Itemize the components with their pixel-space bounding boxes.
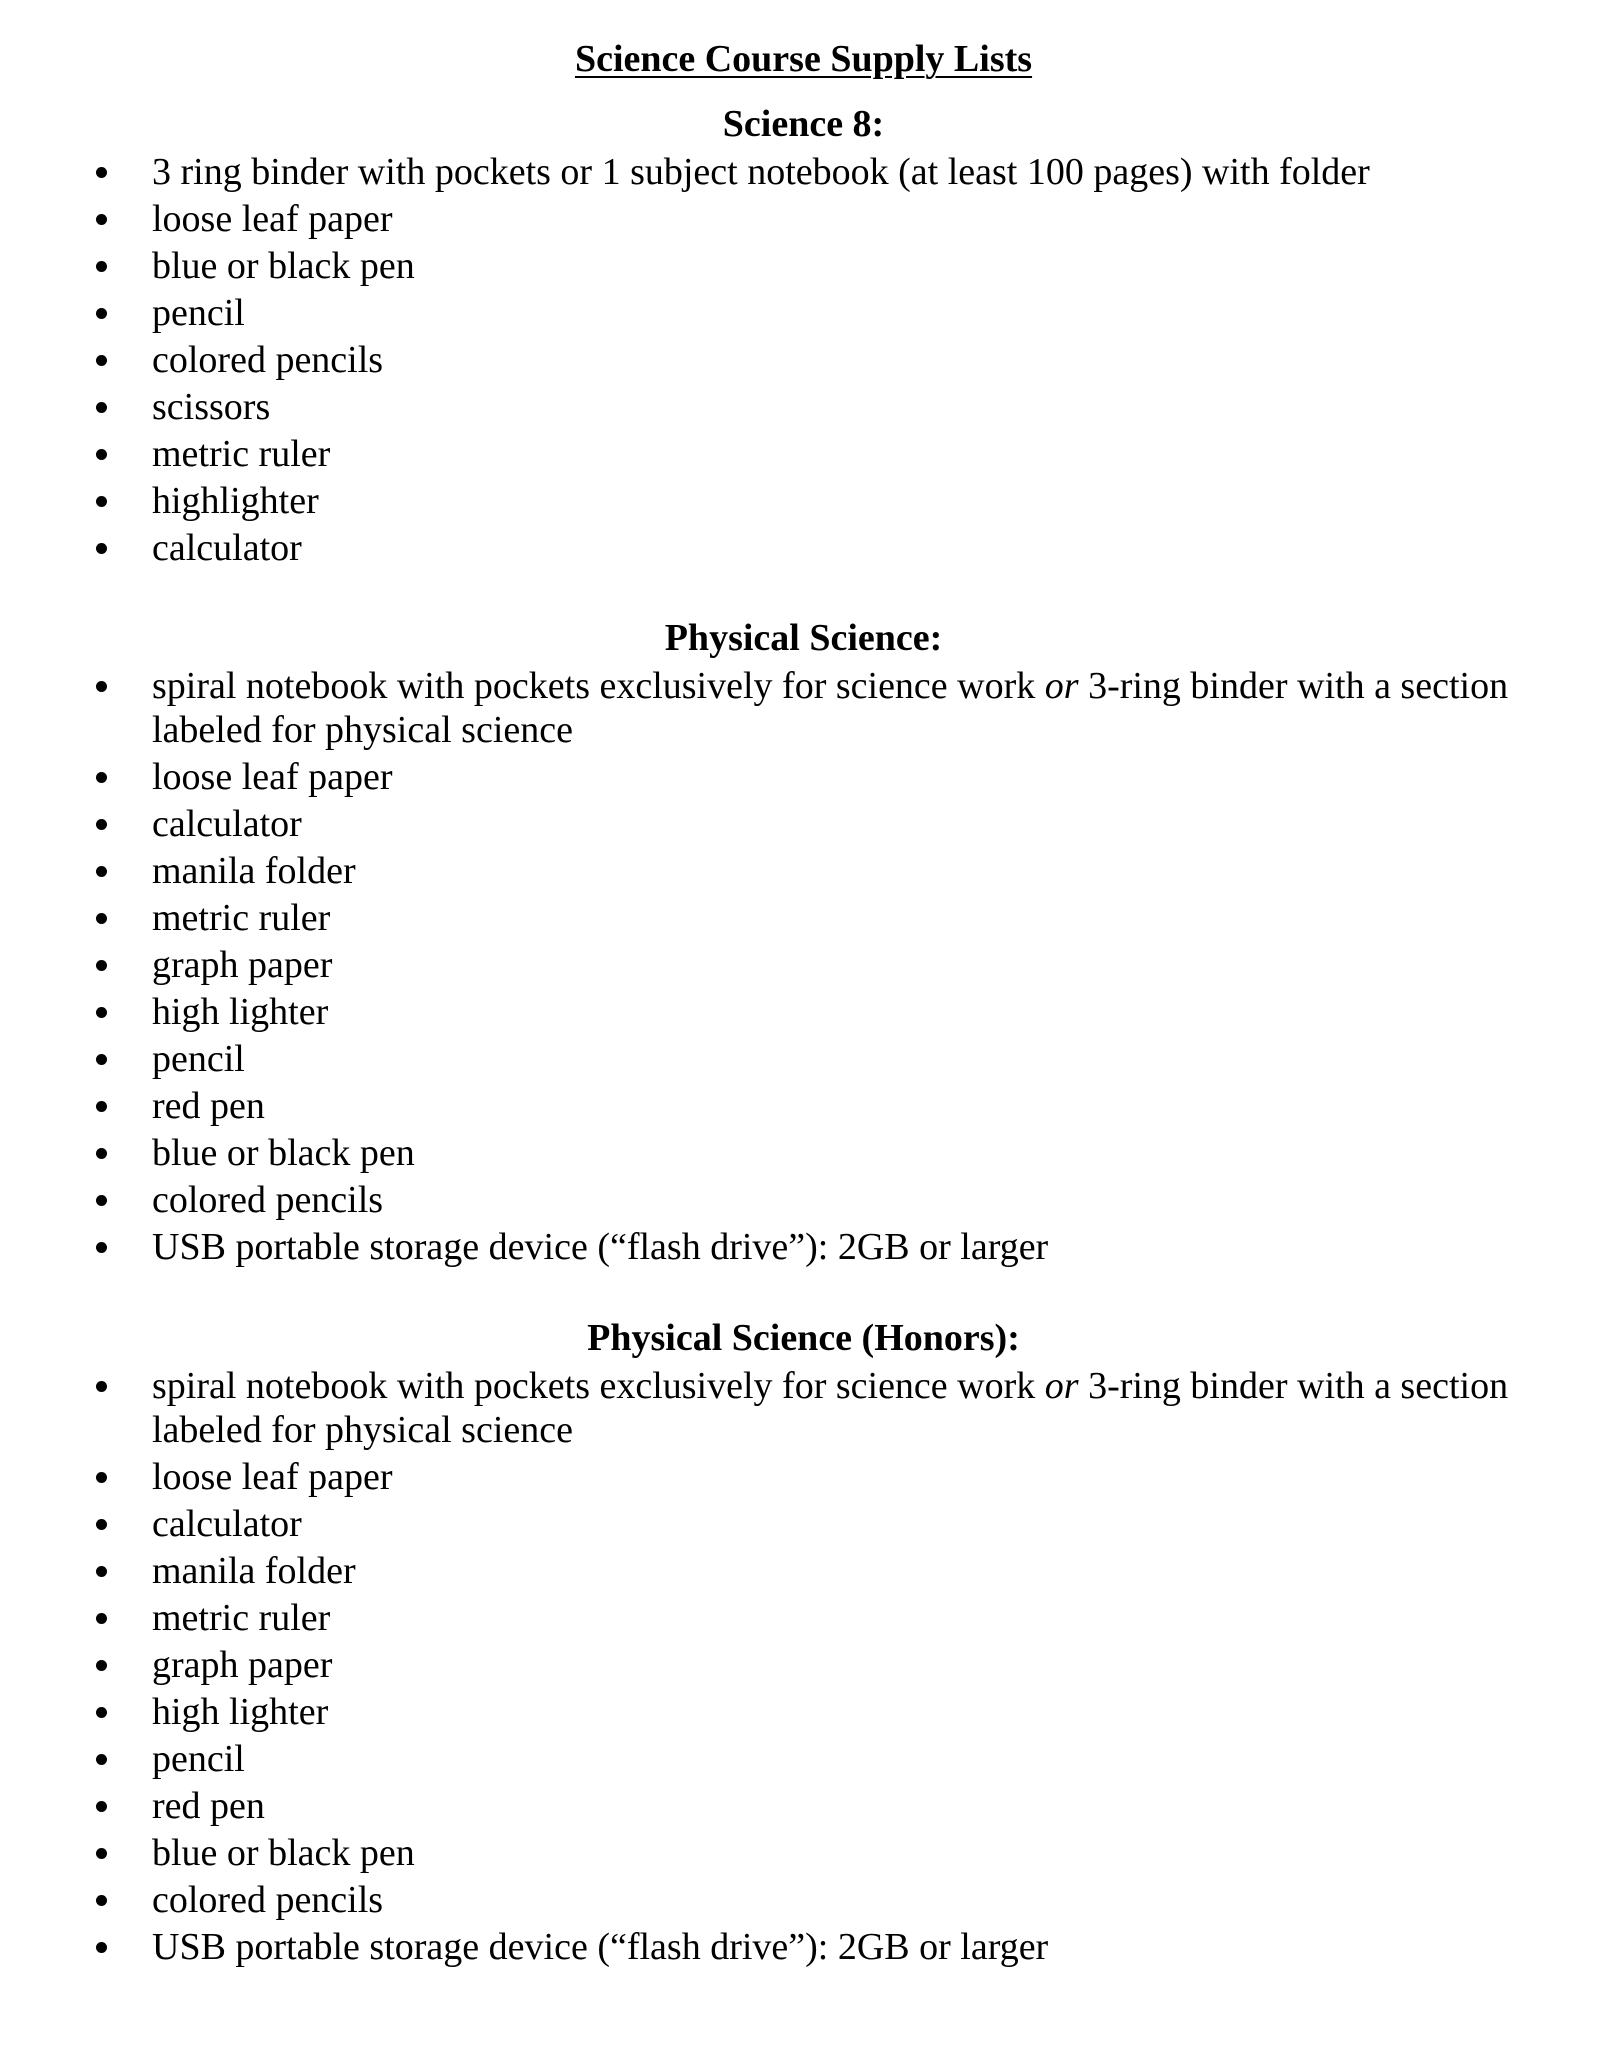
page-title: Science Course Supply Lists <box>574 38 1033 81</box>
supply-list <box>0 1364 1607 1969</box>
item-text: loose leaf paper <box>152 756 393 798</box>
item-text: calculator <box>152 1503 302 1545</box>
supply-list <box>0 150 1607 570</box>
list-item <box>0 664 1607 752</box>
list-item <box>0 1225 1607 1269</box>
bullet-icon <box>96 866 107 877</box>
list-item <box>0 1549 1607 1593</box>
item-text: spiral notebook with pockets exclusively for science work or 3-ring binder with a section labeled for physical science <box>152 665 1509 751</box>
item-text: graph paper <box>152 944 333 986</box>
list-item <box>0 896 1607 940</box>
bullet-icon <box>96 1195 107 1206</box>
list-item <box>0 943 1607 987</box>
item-text: blue or black pen <box>152 1132 415 1174</box>
bullet-icon <box>96 1660 107 1671</box>
list-item <box>0 1690 1607 1734</box>
bullet-icon <box>96 1472 107 1483</box>
item-text: colored pencils <box>152 339 384 381</box>
item-text: pencil <box>152 292 245 334</box>
section-heading: Science 8: <box>722 103 885 145</box>
item-text: loose leaf paper <box>152 1456 393 1498</box>
bullet-icon <box>96 167 107 178</box>
bullet-icon <box>96 1381 107 1392</box>
list-item <box>0 526 1607 570</box>
bullet-icon <box>96 1801 107 1812</box>
item-text: red pen <box>152 1785 265 1827</box>
item-text: colored pencils <box>152 1879 384 1921</box>
bullet-icon <box>96 355 107 366</box>
item-text: pencil <box>152 1038 245 1080</box>
bullet-icon <box>96 214 107 225</box>
item-text: blue or black pen <box>152 245 415 287</box>
list-item <box>0 479 1607 523</box>
list-item <box>0 432 1607 476</box>
item-text: manila folder <box>152 1550 356 1592</box>
bullet-icon <box>96 496 107 507</box>
item-text: high lighter <box>152 991 329 1033</box>
bullet-icon <box>96 1848 107 1859</box>
list-item <box>0 849 1607 893</box>
bullet-icon <box>96 913 107 924</box>
item-text: spiral notebook with pockets exclusively for science work or 3-ring binder with a section labeled for physical science <box>152 1365 1509 1451</box>
list-item <box>0 1784 1607 1828</box>
list-item <box>0 291 1607 335</box>
bullet-icon <box>96 1007 107 1018</box>
bullet-icon <box>96 1242 107 1253</box>
item-text: blue or black pen <box>152 1832 415 1874</box>
bullet-icon <box>96 402 107 413</box>
item-text: USB portable storage device (“flash drive”): 2GB or larger <box>152 1226 1049 1268</box>
item-text: scissors <box>152 386 271 428</box>
list-item <box>0 244 1607 288</box>
bullet-icon <box>96 261 107 272</box>
bullet-icon <box>96 1101 107 1112</box>
list-item <box>0 802 1607 846</box>
bullet-icon <box>96 1566 107 1577</box>
list-item <box>0 1084 1607 1128</box>
list-item <box>0 1131 1607 1175</box>
supply-list <box>0 664 1607 1269</box>
item-text: metric ruler <box>152 1597 331 1639</box>
list-item <box>0 1737 1607 1781</box>
list-item <box>0 755 1607 799</box>
bullet-icon <box>96 449 107 460</box>
list-item <box>0 1831 1607 1875</box>
item-text: calculator <box>152 803 302 845</box>
list-item <box>0 1643 1607 1687</box>
bullet-icon <box>96 1519 107 1530</box>
bullet-icon <box>96 681 107 692</box>
list-item <box>0 1178 1607 1222</box>
bullet-icon <box>96 308 107 319</box>
list-item <box>0 1925 1607 1969</box>
bullet-icon <box>96 772 107 783</box>
list-item <box>0 1502 1607 1546</box>
section-science-8 <box>0 98 1607 573</box>
list-item <box>0 990 1607 1034</box>
item-text: calculator <box>152 527 302 569</box>
list-item <box>0 1364 1607 1452</box>
bullet-icon <box>96 1895 107 1906</box>
item-emphasis: or <box>1044 1365 1079 1407</box>
section-heading: Physical Science: <box>664 617 943 659</box>
list-item <box>0 338 1607 382</box>
item-text: loose leaf paper <box>152 198 393 240</box>
item-text: red pen <box>152 1085 265 1127</box>
item-text: colored pencils <box>152 1179 384 1221</box>
list-item <box>0 150 1607 194</box>
bullet-icon <box>96 1754 107 1765</box>
list-item <box>0 385 1607 429</box>
bullet-icon <box>96 1054 107 1065</box>
list-item <box>0 1596 1607 1640</box>
item-text: high lighter <box>152 1691 329 1733</box>
list-item <box>0 1037 1607 1081</box>
list-item <box>0 1878 1607 1922</box>
section-physical-science-honors <box>0 1312 1607 1972</box>
item-text: pencil <box>152 1738 245 1780</box>
bullet-icon <box>96 543 107 554</box>
item-emphasis: or <box>1044 665 1079 707</box>
item-text: graph paper <box>152 1644 333 1686</box>
section-heading: Physical Science (Honors): <box>587 1317 1020 1359</box>
item-text: metric ruler <box>152 897 331 939</box>
list-item <box>0 1455 1607 1499</box>
item-text: 3 ring binder with pockets or 1 subject notebook (at least 100 pages) with folder <box>152 151 1370 193</box>
bullet-icon <box>96 960 107 971</box>
bullet-icon <box>96 1613 107 1624</box>
item-text: manila folder <box>152 850 356 892</box>
item-text: metric ruler <box>152 433 331 475</box>
item-text: USB portable storage device (“flash drive”): 2GB or larger <box>152 1926 1049 1968</box>
bullet-icon <box>96 1707 107 1718</box>
bullet-icon <box>96 1942 107 1953</box>
section-physical-science <box>0 612 1607 1272</box>
bullet-icon <box>96 819 107 830</box>
list-item <box>0 197 1607 241</box>
item-text: highlighter <box>152 480 319 522</box>
bullet-icon <box>96 1148 107 1159</box>
